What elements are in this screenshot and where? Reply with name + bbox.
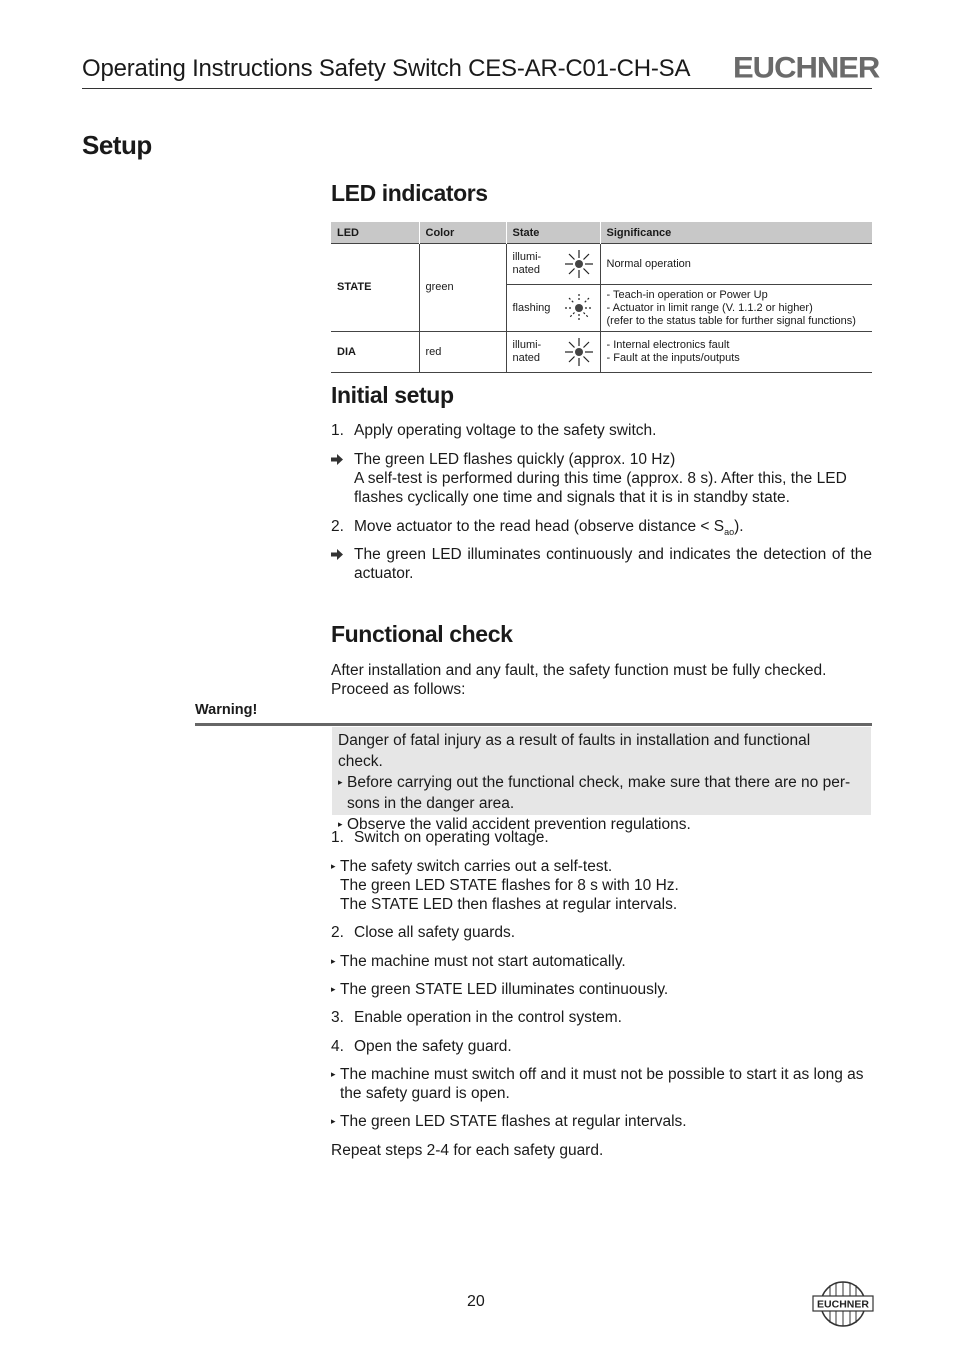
led-color-cell: green bbox=[419, 244, 506, 332]
result-item: The green LED illuminates continuously and indicates the detection of the actuator. bbox=[331, 545, 872, 583]
warning-label: Warning! bbox=[195, 702, 258, 718]
document-title: Operating Instructions Safety Switch CES-AR-C01-CH-SA bbox=[82, 55, 691, 82]
list-item: 4. Open the safety guard. bbox=[331, 1038, 512, 1055]
bullet-triangle-icon: ▸ bbox=[338, 777, 343, 787]
led-color-cell: red bbox=[419, 332, 506, 373]
section-title: Setup bbox=[82, 130, 152, 160]
led-name-cell: STATE bbox=[331, 244, 419, 332]
led-name-cell: DIA bbox=[331, 332, 419, 373]
warning-text: Danger of fatal injury as a result of faults in installation and functional check. bbox=[338, 732, 811, 770]
arrow-right-icon bbox=[331, 450, 349, 474]
column-header-color: Color bbox=[419, 222, 506, 244]
list-item: 3. Enable operation in the control system. bbox=[331, 1009, 622, 1026]
list-item: 1. Switch on operating voltage. bbox=[331, 829, 549, 846]
result-item: ▸ The machine must switch off and it must not be possible to start it as long as the safety guard is open. bbox=[331, 1066, 864, 1102]
state-label: illumi- nated bbox=[512, 339, 542, 364]
initial-setup-heading: Initial setup bbox=[331, 382, 454, 408]
led-flashing-icon bbox=[564, 293, 594, 323]
svg-text:EUCHNER: EUCHNER bbox=[817, 1298, 869, 1311]
bullet-triangle-icon: ▸ bbox=[338, 819, 343, 829]
euchner-seal-logo bbox=[812, 1279, 874, 1334]
warning-item: ▸ Before carrying out the functional check, make sure that there are no per-sons in the danger area. bbox=[338, 774, 851, 812]
bullet-triangle-icon: ▸ bbox=[331, 956, 336, 966]
result-item: The green LED flashes quickly (approx. 10 Hz) A self-test is performed during this time (approx. 8 s). After this, the LED flashes cyclically one time and signals that it is in standby state. bbox=[331, 450, 872, 507]
header-rule bbox=[82, 88, 872, 89]
bullet-triangle-icon: ▸ bbox=[331, 1069, 336, 1079]
table-row bbox=[331, 244, 872, 285]
led-on-icon bbox=[564, 249, 594, 279]
significance-cell: - Teach-in operation or Power Up - Actuator in limit range (V. 1.1.2 or higher) (refer to the status table for further signal functions) bbox=[600, 285, 872, 332]
state-label: illumi- nated bbox=[512, 251, 542, 276]
result-item: ▸ The machine must not start automatically. bbox=[331, 953, 626, 970]
significance-cell: - Internal electronics fault - Fault at the inputs/outputs bbox=[600, 332, 872, 373]
significance-cell: Normal operation bbox=[600, 244, 872, 285]
result-item: ▸ The green LED STATE flashes at regular intervals. bbox=[331, 1113, 687, 1130]
warning-rule bbox=[195, 723, 872, 726]
result-item: ▸ The green STATE LED illuminates continuously. bbox=[331, 981, 669, 998]
list-item: 2. Close all safety guards. bbox=[331, 924, 516, 941]
page-number: 20 bbox=[467, 1293, 485, 1310]
functional-check-heading: Functional check bbox=[331, 621, 513, 647]
list-item: 2. Move actuator to the read head (observe distance < $S_{ao}$). bbox=[331, 518, 744, 538]
led-table bbox=[331, 222, 872, 373]
column-header-state: State bbox=[506, 222, 600, 244]
led-state-cell bbox=[506, 332, 600, 373]
led-state-cell bbox=[506, 244, 600, 285]
column-header-led: LED bbox=[331, 222, 419, 244]
bullet-triangle-icon: ▸ bbox=[331, 861, 336, 871]
bullet-triangle-icon: ▸ bbox=[331, 984, 336, 994]
intro-paragraph: After installation and any fault, the safety function must be fully checked. Proceed as follows: bbox=[331, 662, 827, 698]
arrow-right-icon bbox=[331, 545, 349, 569]
bullet-triangle-icon: ▸ bbox=[331, 1116, 336, 1126]
led-state-cell bbox=[506, 285, 600, 332]
table-row bbox=[331, 332, 872, 373]
table-header-row bbox=[331, 222, 872, 244]
warning-item: ▸ Observe the valid accident prevention regulations. bbox=[338, 816, 691, 833]
warning-box bbox=[332, 727, 871, 833]
led-on-icon bbox=[564, 337, 594, 367]
result-item: ▸ The safety switch carries out a self-test. The green LED STATE flashes for 8 s with 10 Hz. The STATE LED then flashes at regular intervals. bbox=[331, 858, 679, 913]
repeat-note: Repeat steps 2-4 for each safety guard. bbox=[331, 1142, 604, 1159]
list-item: 1. Apply operating voltage to the safety switch. bbox=[331, 422, 657, 439]
led-indicators-heading: LED indicators bbox=[331, 180, 488, 206]
column-header-significance: Significance bbox=[600, 222, 872, 244]
state-label: flashing bbox=[512, 301, 551, 314]
brand-logo: EUCHNER bbox=[733, 50, 880, 85]
